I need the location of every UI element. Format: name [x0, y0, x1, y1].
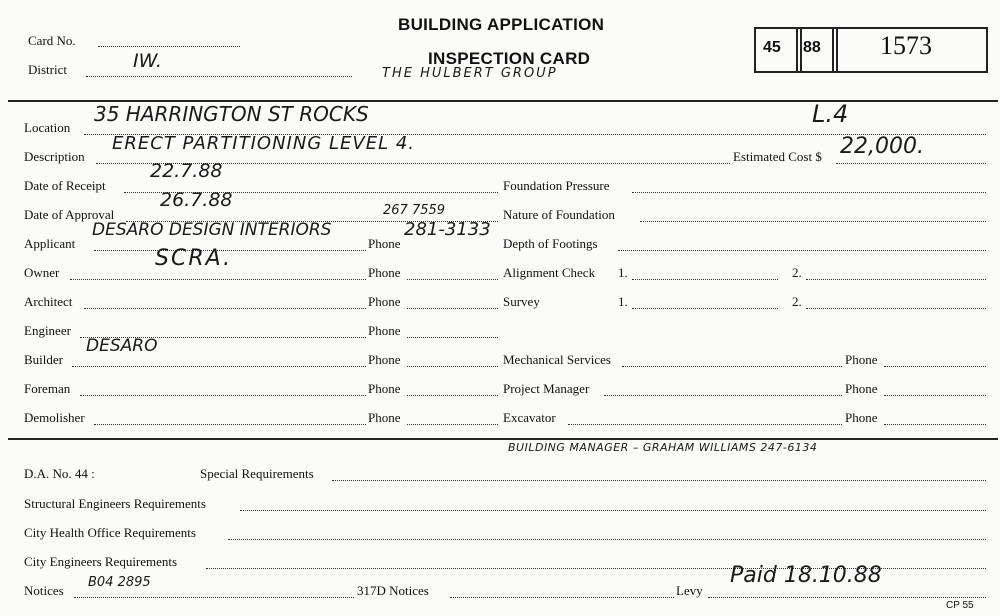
label-date-approval: Date of Approval: [24, 207, 115, 222]
label-demolisher: Demolisher: [24, 410, 85, 425]
label-survey: Survey: [503, 294, 540, 309]
label-alignment-check: Alignment Check: [503, 265, 596, 280]
label-health-req: City Health Office Requirements: [24, 525, 196, 540]
label-builder-phone: Phone: [368, 352, 401, 367]
form-title-line1: BUILDING APPLICATION: [398, 15, 605, 34]
label-alignment-1: 1.: [618, 265, 628, 280]
label-alignment-2: 2.: [792, 265, 802, 280]
approval-phone-value: 267 7559: [383, 203, 446, 218]
label-survey-1: 1.: [618, 294, 628, 309]
card-box-cell-1: 45: [763, 39, 781, 56]
label-date-receipt: Date of Receipt: [24, 178, 106, 193]
label-architect-phone: Phone: [368, 294, 401, 309]
label-foreman: Foreman: [24, 381, 71, 396]
group-value: THE HULBERT GROUP: [382, 66, 558, 81]
label-applicant-phone: Phone: [368, 236, 401, 251]
label-excavator: Excavator: [503, 410, 556, 425]
label-district: District: [28, 62, 67, 77]
label-demolisher-phone: Phone: [368, 410, 401, 425]
notices-value: B04 2895: [88, 575, 151, 590]
label-mechanical-phone: Phone: [845, 352, 878, 367]
applicant-phone-value: 281-3133: [404, 219, 491, 240]
label-project-manager: Project Manager: [503, 381, 590, 396]
label-engineer: Engineer: [24, 323, 71, 338]
label-pm-phone: Phone: [845, 381, 878, 396]
label-special-req: Special Requirements: [200, 466, 314, 481]
label-card-no: Card No.: [28, 33, 76, 48]
label-city-eng-req: City Engineers Requirements: [24, 554, 178, 569]
district-value: IW.: [133, 50, 162, 72]
label-owner-phone: Phone: [368, 265, 401, 280]
footer-code: CP 55: [946, 600, 974, 611]
label-excavator-phone: Phone: [845, 410, 878, 425]
label-survey-2: 2.: [792, 294, 802, 309]
location-value: 35 HARRINGTON ST ROCKS: [94, 102, 369, 126]
owner-value: SCRA.: [155, 246, 233, 271]
estimated-cost-value: 22,000.: [840, 134, 924, 159]
date-receipt-value: 22.7.88: [150, 160, 223, 182]
label-depth-footings: Depth of Footings: [503, 236, 598, 251]
level-value: L.4: [812, 100, 849, 128]
label-location: Location: [24, 120, 71, 135]
label-structural-req: Structural Engineers Requirements: [24, 496, 206, 511]
card-box-cell-2: 88: [803, 39, 821, 56]
form-title-line2: INSPECTION CARD: [428, 49, 591, 68]
label-levy: Levy: [676, 583, 703, 598]
label-notices: Notices: [24, 583, 64, 598]
label-foreman-phone: Phone: [368, 381, 401, 396]
label-owner: Owner: [24, 265, 60, 280]
description-value: ERECT PARTITIONING LEVEL 4.: [112, 133, 416, 154]
building-manager-note: BUILDING MANAGER – GRAHAM WILLIAMS 247-6134: [508, 441, 818, 454]
applicant-value: DESARO DESIGN INTERIORS: [92, 220, 332, 240]
card-number: 1573: [880, 31, 932, 60]
label-da-no: D.A. No. 44 :: [24, 466, 95, 481]
label-nature-foundation: Nature of Foundation: [503, 207, 615, 222]
label-mechanical: Mechanical Services: [503, 352, 611, 367]
date-approval-value: 26.7.88: [160, 189, 233, 211]
label-builder: Builder: [24, 352, 63, 367]
label-description: Description: [24, 149, 85, 164]
label-applicant: Applicant: [24, 236, 76, 251]
builder-value: DESARO: [86, 336, 158, 356]
levy-value: Paid 18.10.88: [730, 563, 882, 588]
label-317d-notices: 317D Notices: [357, 583, 429, 598]
label-architect: Architect: [24, 294, 73, 309]
label-estimated-cost: Estimated Cost $: [733, 149, 822, 164]
label-engineer-phone: Phone: [368, 323, 401, 338]
divider-bottom: [8, 438, 998, 440]
label-foundation-pressure: Foundation Pressure: [503, 178, 610, 193]
